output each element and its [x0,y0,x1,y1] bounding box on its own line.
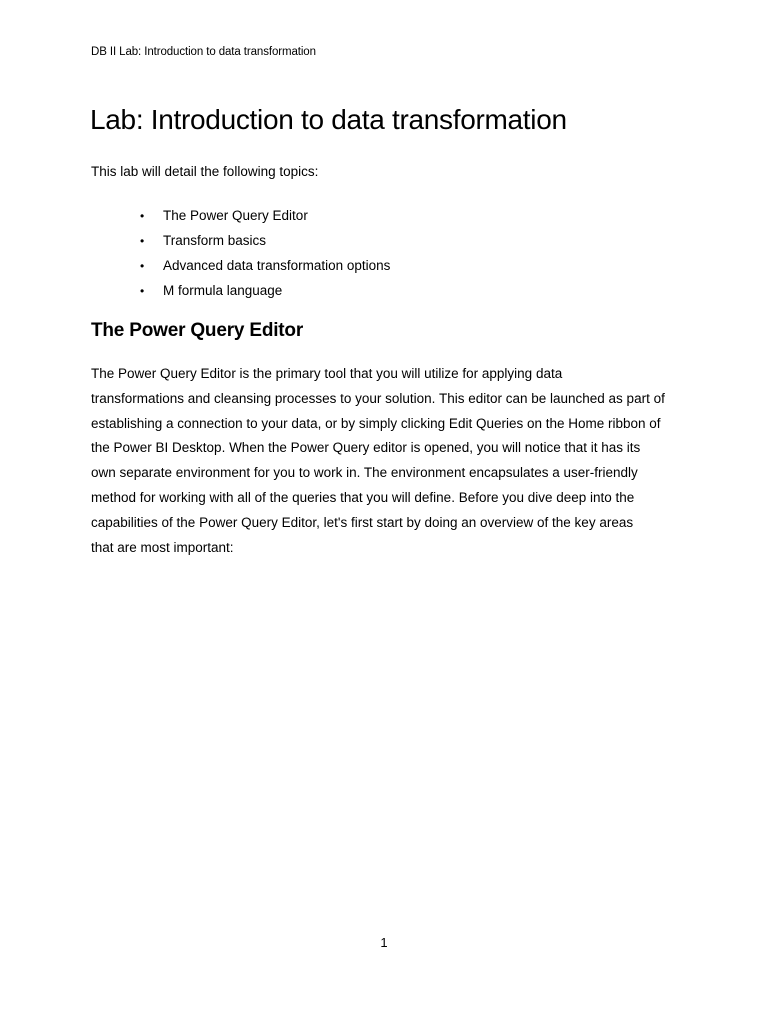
running-header: DB II Lab: Introduction to data transformation [91,46,316,58]
page-number: 1 [380,935,388,950]
page-title: Lab: Introduction to data transformation [90,104,567,135]
paragraph-line: own separate environment for you to work in. The environment encapsulates a user-friendly [91,465,638,481]
section-heading: The Power Query Editor [91,320,304,341]
paragraph-line: The Power Query Editor is the primary tool that you will utilize for applying data [91,366,563,381]
paragraph-line: establishing a connection to your data, or by simply clicking Edit Queries on the Home ribbon of [91,415,661,431]
paragraph-line: capabilities of the Power Query Editor, let's first start by doing an overview of the key areas [91,514,634,530]
bullet-icon: • [140,283,145,298]
list-item [140,228,390,253]
topic-label: Transform basics [163,233,267,248]
list-item [140,278,390,303]
paragraph-line: method for working with all of the queries that you will define. Before you dive deep into the [91,489,635,505]
paragraph-line: the Power BI Desktop. When the Power Query editor is opened, you will notice that it has its [91,440,641,456]
body-paragraph [91,362,691,560]
topic-list [140,203,390,303]
topic-label: Advanced data transformation options [163,258,391,273]
list-item [140,203,390,228]
bullet-icon: • [140,208,145,223]
bullet-icon: • [140,258,145,273]
topic-label: The Power Query Editor [163,208,308,223]
topic-label: M formula language [163,283,283,298]
paragraph-line: transformations and cleansing processes to your solution. This editor can be launched as part of [91,390,665,406]
intro-text: This lab will detail the following topics: [91,164,319,179]
bullet-icon: • [140,233,145,248]
list-item [140,253,390,278]
paragraph-line: that are most important: [91,539,234,555]
